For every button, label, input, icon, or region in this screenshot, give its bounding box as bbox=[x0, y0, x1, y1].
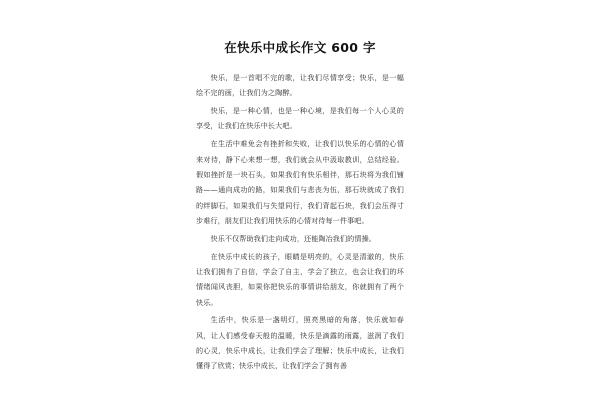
paragraph: 快乐不仅帮助我们走向成功，还能陶冶我们的情操。 bbox=[210, 233, 376, 243]
paragraph: 快乐，是一种心情，也是一种心境，是我们每一个人心灵的享受，让我们在快乐中长大吧。 bbox=[196, 106, 404, 131]
paragraph: 在快乐中成长的孩子，眼睛是明亮的，心灵是清澈的，快乐让我们拥有了自信，学会了自主，学会了独立，也会让我们的坏情绪闻风丧胆，如果你把快乐的事情讲给朋友，你就拥有了两个快乐。 bbox=[196, 251, 404, 307]
paragraph: 在生活中难免会有挫折和失败，让我们以快乐的心情的心情来对待，静下心来想一想，我们就会从中汲取教训，总结经验。假如挫折是一块石头，如果我们有快乐相伴，那石块将为我们铺路——通向成功的路，如果我们与悲丧为伍，那石块就成了我们的绊脚石，如果我们与失望同行，我们背起石块，我们会压得寸步难行，朋友们让我们用快乐的心情对待每一件事吧。 bbox=[196, 139, 404, 225]
paragraph: 快乐，是一首唱不完的歌，让我们尽情享受；快乐，是一幅绘不完的画，让我们为之陶醉。 bbox=[196, 73, 404, 98]
page-title: 在快乐中成长作文 600 字 bbox=[224, 40, 376, 55]
paragraph: 生活中，快乐是一盏明灯，照亮黑暗的角落，快乐就如春风，让人们感受春天般的温暖，快乐是滴露的雨露，滋润了我们的心灵，快乐中成长，让我们学会了理解；快乐中成长，让我们懂得了欣赏；快乐中成长，让我们学会了拥有善 bbox=[196, 315, 404, 371]
essay-body bbox=[196, 70, 404, 376]
